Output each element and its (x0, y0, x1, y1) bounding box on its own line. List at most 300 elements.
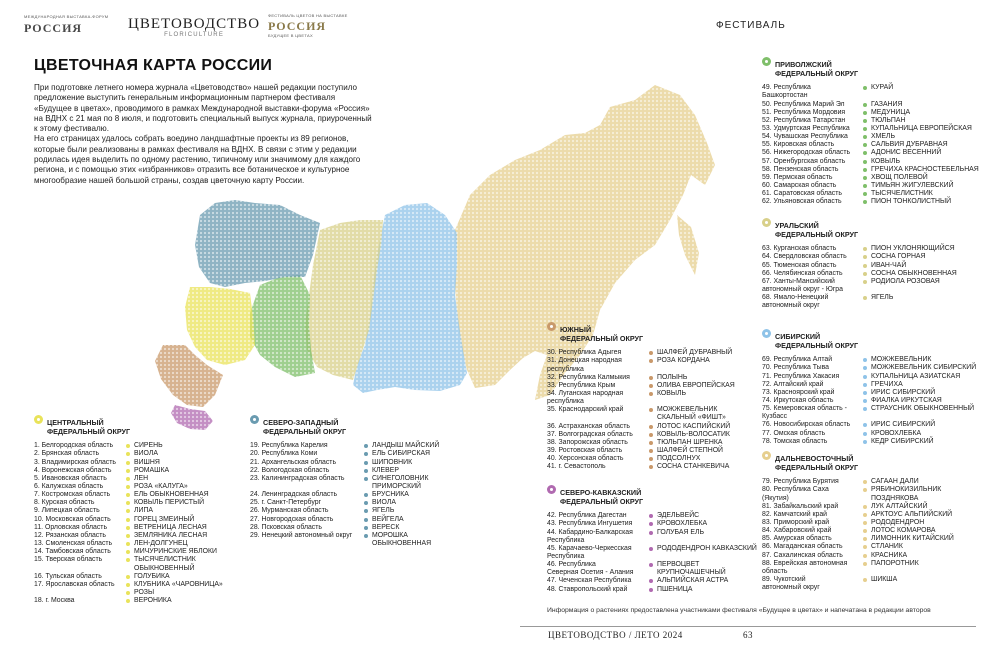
region-name: 80. Республика Саха (Якутия) (762, 486, 829, 502)
plant-name: МОРОШКА ОБЫКНОВЕННАЯ (372, 531, 432, 548)
bullet-dot-icon (863, 143, 867, 147)
region-name: 59. Пермская область (762, 173, 833, 181)
region-row (547, 439, 735, 447)
region-name: 27. Новгородская область (250, 515, 334, 523)
bullet-dot-icon (863, 383, 867, 387)
region-name: 55. Кировская область (762, 141, 835, 149)
plant-name: РОДОДЕНДРОН (871, 518, 925, 526)
region-row (547, 382, 735, 390)
district-south: ЮЖНЫЙ ФЕДЕРАЛЬНЫЙ ОКРУГ 30. Республика Адыгея ШАЛФЕЙ ДУБРАВНЫЙ 31. Донецкая народная республика РОЗА КОРДАНА 32. Республика Калмыкия ПОЛЫНЬ 33. Республика Крым ОЛИВА ЕВРОПЕЙСКАЯ 34. Луганская народная республика КОВЫЛЬ 35. Краснодарский край МОЖЖЕВЕЛЬНИК СКАЛЬНЫЙ «ФИШТ» 36. Астраханская область ЛОТОС КАСПИЙСКИЙ 37. Волгоградская область КОВЫЛЬ-ВОЛОСАТИК 38. Запорожская область ТЮЛЬПАН ШРЕНКА 39. Ростовская область ШАЛФЕЙ СТЕПНОЙ 40. Херсонская область ПОДСОЛНУХ 41. г. Севастополь СОСНА СТАНКЕВИЧА (547, 322, 735, 472)
region-row (762, 294, 957, 310)
region-name: 62. Ульяновская область (762, 198, 842, 206)
region-row (762, 109, 979, 117)
bullet-dot-icon (863, 366, 867, 370)
plant-name: ГРЕЧИХА КРАСНОСТЕБЕЛЬНАЯ (871, 165, 979, 173)
region-row (250, 467, 439, 475)
plant-name: ВЕТРЕНИЦА ЛЕСНАЯ (134, 523, 207, 531)
region-name: 66. Челябинская область (762, 269, 843, 277)
region-name: 81. Забайкальский край (762, 502, 839, 510)
plant-name: РОДИОЛА РОЗОВАЯ (871, 277, 940, 285)
plant-name: ШАЛФЕЙ ДУБРАВНЫЙ (657, 349, 733, 357)
region-name: 37. Волгоградская область (547, 430, 633, 438)
bullet-dot-icon (863, 176, 867, 180)
region-row (34, 516, 223, 524)
bullet-dot-icon (863, 407, 867, 411)
region-row (250, 524, 439, 532)
bullet-dot-icon (863, 545, 867, 549)
bullet-dot-icon (364, 469, 368, 473)
region-row (762, 158, 979, 166)
region-row (547, 577, 757, 585)
region-row (34, 459, 223, 467)
region-row (34, 450, 223, 458)
region-row (762, 576, 954, 592)
region-name: 24. Ленинградская область (250, 491, 338, 499)
plant-name: ГАЗАНИЯ (871, 100, 903, 108)
region-row (762, 270, 957, 278)
region-name: 85. Амурская область (762, 535, 832, 543)
region-name: 42. Республика Дагестан (547, 512, 627, 520)
plant-name: СИРЕНЬ (134, 442, 163, 450)
region-name: 47. Чеченская Республика (547, 577, 632, 585)
bullet-dot-icon (649, 384, 653, 388)
bullet-dot-icon (863, 488, 867, 492)
magazine-logo: ЦВЕТОВОДСТВО FLORICULTURE (128, 16, 261, 38)
region-row (762, 511, 954, 519)
plant-name: ЗЕМЛЯНИКА ЛЕСНАЯ (134, 531, 208, 539)
plant-name: ГОЛУБИКА (134, 572, 170, 580)
bullet-dot-icon (863, 192, 867, 196)
region-name: 32. Республика Калмыкия (547, 373, 630, 381)
bullet-dot-icon (126, 501, 130, 505)
bullet-dot-icon (649, 351, 653, 355)
region-name: 88. Еврейская автономная область (762, 559, 848, 575)
bullet-dot-icon (649, 547, 653, 551)
plant-name: КРОВОХЛЕБКА (657, 520, 708, 528)
region-name: 87. Сахалинская область (762, 551, 843, 559)
district-fareast: ДАЛЬНЕВОСТОЧНЫЙ ФЕДЕРАЛЬНЫЙ ОКРУГ 79. Республика Бурятия САГААН ДАЛИ 80. Республика Саха (Якутия) РЯБИНОКИЗИЛЬНИК ПОЗДНЯКОВА 81. Забайкальский край ЛУК АЛТАЙСКИЙ 82. Камчатский край АРКТОУС АЛЬПИЙСКИЙ 83. Приморский край РОДОДЕНДРОН 84. Хабаровский край ЛОТОС КОМАРОВА 85. Амурская область ЛИМОННИК КИТАЙСКИЙ 86. Магаданская область СТЛАНИК 87. Сахалинская область КРАСНИКА 88. Еврейская автономная область ПАПОРОТНИК 89. Чукотский автономный округ ШИКША (762, 451, 954, 592)
region-row (250, 516, 439, 524)
bullet-dot-icon (863, 296, 867, 300)
region-name: 10. Московская область (34, 515, 111, 523)
plant-name: КУРАЙ (871, 84, 894, 92)
plant-name: ЛУК АЛТАЙСКИЙ (871, 502, 928, 510)
region-name: 70. Республика Тыва (762, 364, 830, 372)
region-name: 5. Ивановская область (34, 474, 107, 482)
region-name: 72. Алтайский край (762, 380, 824, 388)
region-name: 60. Самарская область (762, 182, 837, 190)
bullet-dot-icon (126, 452, 130, 456)
bullet-dot-icon (126, 509, 130, 513)
region-name: 26. Мурманская область (250, 507, 329, 515)
region-row (762, 503, 954, 511)
bullet-dot-icon (863, 111, 867, 115)
bullet-dot-icon (126, 599, 130, 603)
bullet-dot-icon (649, 588, 653, 592)
region-name: 65. Тюменская область (762, 261, 837, 269)
region-name: 64. Свердловская область (762, 253, 847, 261)
bullet-dot-icon (364, 461, 368, 465)
region-name: 25. г. Санкт-Петербург (250, 499, 322, 507)
russia-expo-logo: МЕЖДУНАРОДНАЯ ВЫСТАВКА-ФОРУМ РОССИЯ (24, 14, 109, 35)
region-row (34, 556, 223, 572)
page-number: 63 (743, 630, 753, 640)
plant-name: ТЫСЯЧЕЛИСТНИК ОБЫКНОВЕННЫЙ (134, 556, 196, 572)
region-row (34, 581, 223, 589)
region-row (762, 262, 957, 270)
region-name: 53. Удмуртская Республика (762, 124, 850, 132)
region-row (762, 278, 957, 294)
region-name: 74. Иркутская область (762, 396, 834, 404)
region-name: 43. Республика Ингушетия (547, 520, 633, 528)
region-row (250, 450, 439, 458)
region-row (34, 524, 223, 532)
region-name: 16. Тульская область (34, 572, 102, 580)
region-name: 11. Орловская область (34, 523, 108, 531)
plant-name: ВИОЛА (134, 450, 158, 458)
district-central: ЦЕНТРАЛЬНЫЙ ФЕДЕРАЛЬНЫЙ ОКРУГ 1. Белгородская область СИРЕНЬ 2. Брянская область ВИОЛА 3. Владимирская область ВИШНЯ 4. Воронежская область РОМАШКА 5. Ивановская область ЛЕН 6. Калужская область РОЗА «КАЛУГА» 7. Костромская область ЕЛЬ ОБЫКНОВЕННАЯ 8. Курская область КОВЫЛЬ ПЕРИСТЫЙ 9. Липецкая область ЛИПА 10. Московская область ГОРЕЦ ЗМЕИНЫЙ 11. Орловская область ВЕТРЕНИЦА ЛЕСНАЯ 12. Рязанская область ЗЕМЛЯНИКА ЛЕСНАЯ 13. Смоленская область ЛЕН-ДОЛГУНЕЦ 14. Тамбовская область МИЧУРИНСКИЕ ЯБЛОКИ 15. Тверская область ТЫСЯЧЕЛИСТНИК ОБЫКНОВЕННЫЙ 16. Тульская область ГОЛУБИКА 17. Ярославская область КЛУБНИКА «ЧАРОВНИЦА» РОЗЫ 18. г. Москва ВЕРОНИКА (34, 415, 223, 605)
region-row (34, 573, 223, 581)
region-row (547, 463, 735, 471)
plant-name: ВЕРОНИКА (134, 597, 172, 605)
intro-paragraph: При подготовке летнего номера журнала «Цветоводство» нашей редакции поступило предложение выступить генеральным информационным партнером фестиваля «Будущее в цветах», проводимого в рамках Международной выставки-форума «Россия» на ВДНХ с 21 мая по 8 июля, и подготовить специальный выпуск журнала, приуроченный к этому фестивалю. (34, 83, 372, 134)
plant-name: ВИОЛА (372, 499, 396, 507)
region-row (547, 529, 757, 545)
region-name: 76. Новосибирская область (762, 421, 851, 429)
bullet-dot-icon (126, 444, 130, 448)
region-name: 19. Республика Карелия (250, 442, 328, 450)
bullet-dot-icon (863, 103, 867, 107)
region-name: 36. Астраханская область (547, 422, 630, 430)
bullet-dot-icon (863, 513, 867, 517)
region-row (547, 520, 757, 528)
region-name: 56. Нижегородская область (762, 149, 851, 157)
bullet-dot-icon (649, 425, 653, 429)
region-name: 18. г. Москва (34, 597, 75, 605)
bullet-dot-icon (649, 359, 653, 363)
bullet-dot-icon (649, 465, 653, 469)
region-name: 12. Рязанская область (34, 531, 106, 539)
bullet-dot-icon (863, 578, 867, 582)
region-name: 20. Республика Коми (250, 450, 318, 458)
region-name: 15. Тверская область (34, 556, 103, 564)
bullet-dot-icon (364, 501, 368, 505)
plant-name: РОЗА «КАЛУГА» (134, 482, 188, 490)
region-name: 6. Калужская область (34, 482, 104, 490)
bullet-dot-icon (863, 160, 867, 164)
region-row (762, 430, 976, 438)
region-row (34, 507, 223, 515)
plant-name: МИЧУРИНСКИЕ ЯБЛОКИ (134, 548, 217, 556)
plant-name: КУПАЛЬНИЦА ЕВРОПЕЙСКАЯ (871, 124, 972, 132)
bullet-dot-icon (364, 477, 368, 481)
region-name: 35. Краснодарский край (547, 406, 624, 414)
plant-name: ПИОН УКЛОНЯЮЩИЙСЯ (871, 245, 955, 253)
plant-name: ЛОТОС КОМАРОВА (871, 527, 936, 535)
bullet-dot-icon (649, 522, 653, 526)
plant-name: ЭДЕЛЬВЕЙС (657, 512, 700, 520)
bullet-dot-icon (863, 480, 867, 484)
bullet-dot-icon (126, 534, 130, 538)
region-name: 2. Брянская область (34, 450, 100, 458)
plant-name: ХВОЩ ПОЛЕВОЙ (871, 173, 928, 181)
plant-name: ПОЛЫНЬ (657, 373, 688, 381)
plant-name: ЕЛЬ ОБЫКНОВЕННАЯ (134, 491, 209, 499)
bullet-dot-icon (863, 521, 867, 525)
plant-name: ИВАН-ЧАЙ (871, 261, 907, 269)
plant-name: КУПАЛЬНИЦА АЗИАТСКАЯ (871, 372, 961, 380)
plant-name: РОЗЫ (134, 589, 155, 596)
region-row (762, 438, 976, 446)
plant-name: ГОРЕЦ ЗМЕИНЫЙ (134, 515, 195, 523)
flower-icon (547, 485, 556, 494)
plant-name: КОВЫЛЬ ПЕРИСТЫЙ (134, 499, 205, 507)
flower-icon (547, 322, 556, 331)
region-row (762, 101, 979, 109)
plant-name: САГААН ДАЛИ (871, 478, 919, 486)
region-name: 13. Смоленская область (34, 540, 113, 548)
region-name: 68. Ямало-Ненецкий автономный округ (762, 294, 829, 310)
plant-name: ПЕРВОЦВЕТ КРУПНОЧАШЕЧНЫЙ (657, 561, 726, 577)
region-row (250, 532, 439, 548)
plant-name: РОЗА КОРДАНА (657, 357, 710, 365)
region-row (547, 390, 735, 406)
plant-name: АЛЬПИЙСКАЯ АСТРА (657, 577, 729, 585)
region-name: 73. Красноярский край (762, 388, 835, 396)
region-row (547, 374, 735, 382)
bullet-dot-icon (863, 247, 867, 251)
bullet-dot-icon (863, 255, 867, 259)
map-region-texture (195, 200, 320, 287)
plant-name: КОВЫЛЬ (871, 157, 901, 165)
region-row (34, 532, 223, 540)
region-row (762, 486, 954, 502)
bullet-dot-icon (649, 514, 653, 518)
footer-magazine: ЦВЕТОВОДСТВО / ЛЕТО 2024 (548, 630, 683, 640)
festival-logo: ФЕСТИВАЛЬ ЦВЕТОВ НА ВЫСТАВКЕ РОССИЯ БУДУЩЕЕ В ЦВЕТАХ (268, 13, 348, 38)
region-row (762, 560, 954, 576)
region-row (547, 357, 735, 373)
region-row (762, 182, 979, 190)
bullet-dot-icon (649, 433, 653, 437)
bullet-dot-icon (863, 358, 867, 362)
bullet-dot-icon (126, 469, 130, 473)
flower-icon (250, 415, 259, 424)
region-name: 14. Тамбовская область (34, 548, 111, 556)
plant-name: ЕЛЬ СИБИРСКАЯ (372, 450, 431, 458)
region-row (762, 84, 979, 100)
region-name: 33. Республика Крым (547, 381, 616, 389)
region-name: 8. Курская область (34, 499, 95, 507)
region-name: 4. Воронежская область (34, 466, 112, 474)
region-name: 38. Запорожская область (547, 438, 628, 446)
region-row (547, 561, 757, 577)
plant-name: АДОНИС ВЕСЕННИЙ (871, 149, 942, 157)
plant-name: СОСНА СТАНКЕВИЧА (657, 463, 730, 471)
plant-name: ИРИС СИБИРСКИЙ (871, 388, 936, 396)
plant-name: ТЮЛЬПАН ШРЕНКА (657, 438, 723, 446)
bullet-dot-icon (649, 579, 653, 583)
plant-name: ЛИМОННИК КИТАЙСКИЙ (871, 535, 954, 543)
district-caucasus: СЕВЕРО-КАВКАЗСКИЙ ФЕДЕРАЛЬНЫЙ ОКРУГ 42. Республика Дагестан ЭДЕЛЬВЕЙС 43. Республика Ингушетия КРОВОХЛЕБКА 44. Кабардино-Балкарская Республика ГОЛУБАЯ ЕЛЬ 45. Карачаево-Черкесская Республика РОДОДЕНДРОН КАВКАЗСКИЙ 46. Республика Северная Осетия - Алания ПЕРВОЦВЕТ КРУПНОЧАШЕЧНЫЙ 47. Чеченская Республика АЛЬПИЙСКАЯ АСТРА 48. Ставропольский край ПШЕНИЦА (547, 485, 757, 594)
plant-name: ЛЕН (134, 474, 149, 482)
region-name: 46. Республика Северная Осетия - Алания (547, 561, 634, 577)
bullet-dot-icon (364, 444, 368, 448)
region-row (762, 543, 954, 551)
plant-name: РОДОДЕНДРОН КАВКАЗСКИЙ (657, 544, 757, 552)
section-label: ФЕСТИВАЛЬ (716, 20, 786, 31)
plant-name: МОЖЖЕВЕЛЬНИК (871, 356, 932, 364)
bullet-dot-icon (863, 280, 867, 284)
region-row (762, 198, 979, 206)
region-row (547, 431, 735, 439)
region-row (762, 381, 976, 389)
bullet-dot-icon (863, 272, 867, 276)
region-row (762, 174, 979, 182)
plant-name: ЛИПА (134, 507, 154, 515)
bullet-dot-icon (863, 168, 867, 172)
bullet-dot-icon (126, 591, 130, 595)
bullet-dot-icon (649, 441, 653, 445)
region-name: 52. Республика Татарстан (762, 116, 846, 124)
region-name: 58. Пензенская область (762, 165, 839, 173)
plant-name: ХМЕЛЬ (871, 133, 895, 141)
district-ural: УРАЛЬСКИЙ ФЕДЕРАЛЬНЫЙ ОКРУГ 63. Курганская область ПИОН УКЛОНЯЮЩИЙСЯ 64. Свердловская область СОСНА ГОРНАЯ 65. Тюменская область ИВАН-ЧАЙ 66. Челябинская область СОСНА ОБЫКНОВЕННАЯ 67. Ханты-Мансийский автономный округ - Югра РОДИОЛА РОЗОВАЯ 68. Ямало-Ненецкий автономный округ ЯГЕЛЬ (762, 218, 957, 310)
bullet-dot-icon (863, 135, 867, 139)
region-row (762, 552, 954, 560)
bullet-dot-icon (649, 376, 653, 380)
plant-name: ПШЕНИЦА (657, 585, 693, 593)
region-name: 50. Республика Марий Эл (762, 100, 845, 108)
district-northwest: СЕВЕРО-ЗАПАДНЫЙ ФЕДЕРАЛЬНЫЙ ОКРУГ 19. Республика Карелия ЛАНДЫШ МАЙСКИЙ 20. Республика Коми ЕЛЬ СИБИРСКАЯ 21. Архангельская область ШИПОВНИК 22. Вологодская область КЛЕВЕР 23. Калининградская область СИНЕГОЛОВНИК ПРИМОРСКИЙ 24. Ленинградская область БРУСНИКА 25. г. Санкт-Петербург ВИОЛА 26. Мурманская область ЯГЕЛЬ 27. Новгородская область ВЕЙГЕЛА 28. Псковская область ВЕРЕСК 29. Ненецкий автономный округ МОРОШКА ОБЫКНОВЕННАЯ (250, 415, 439, 548)
region-name: 39. Ростовская область (547, 447, 623, 455)
bullet-dot-icon (126, 583, 130, 587)
bullet-dot-icon (863, 440, 867, 444)
region-name: 77. Омская область (762, 429, 826, 437)
region-name: 17. Ярославская область (34, 580, 115, 588)
bullet-dot-icon (863, 264, 867, 268)
plant-name: ОЛИВА ЕВРОПЕЙСКАЯ (657, 381, 735, 389)
region-name: 75. Кемеровская область - Кузбасс (762, 405, 847, 421)
region-row (547, 423, 735, 431)
plant-name: ТИМЬЯН ЖИГУЛЕВСКИЙ (871, 182, 954, 190)
region-name: 82. Камчатский край (762, 510, 828, 518)
region-name: 86. Магаданская область (762, 543, 843, 551)
flower-icon (762, 57, 771, 66)
plant-name: КОВЫЛЬ-ВОЛОСАТИК (657, 430, 730, 438)
region-name: 30. Республика Адыгея (547, 349, 622, 357)
region-row (762, 405, 976, 421)
region-row (547, 406, 735, 422)
region-row (762, 166, 979, 174)
plant-name: МОЖЖЕВЕЛЬНИК СКАЛЬНЫЙ «ФИШТ» (657, 406, 726, 422)
bullet-dot-icon (126, 461, 130, 465)
region-name: 1. Белгородская область (34, 442, 114, 450)
bullet-dot-icon (863, 554, 867, 558)
region-row (547, 447, 735, 455)
region-name: 63. Курганская область (762, 245, 837, 253)
bullet-dot-icon (649, 457, 653, 461)
bullet-dot-icon (649, 563, 653, 567)
district-siberia: СИБИРСКИЙ ФЕДЕРАЛЬНЫЙ ОКРУГ 69. Республика Алтай МОЖЖЕВЕЛЬНИК 70. Республика Тыва МОЖЖЕВЕЛЬНИК СИБИРСКИЙ 71. Республика Хакасия КУПАЛЬНИЦА АЗИАТСКАЯ 72. Алтайский край ГРЕЧИХА 73. Красноярский край ИРИС СИБИРСКИЙ 74. Иркутская область ФИАЛКА ИРКУТСКАЯ 75. Кемеровская область - Кузбасс СТРАУСНИК ОБЫКНОВЕННЫЙ 76. Новосибирская область ИРИС СИБИРСКИЙ 77. Омская область КРОВОХЛЕБКА 78. Томская область КЕДР СИБИРСКИЙ (762, 329, 976, 446)
bullet-dot-icon (364, 534, 368, 538)
region-name: 40. Херсонская область (547, 455, 624, 463)
intro-paragraph: На его страницах удалось собрать воедино ландшафтные проекты из 89 регионов, которые были реализованы в рамках фестиваля на ВДНХ. В связи с этим у редакции родилась идея выделить по одному растению, типичному или значимому для каждого региона, и с помощью этих «избранников» отразить все ботаническое и культурное многообразие нашей большой страны, создав цветочную карту России. (34, 134, 361, 185)
plant-name: СОСНА ОБЫКНОВЕННАЯ (871, 269, 957, 277)
region-name: 54. Чувашская Республика (762, 133, 848, 141)
region-row (762, 117, 979, 125)
region-name: 34. Луганская народная республика (547, 389, 624, 406)
plant-name: СОСНА ГОРНАЯ (871, 253, 926, 261)
plant-name: КРОВОХЛЕБКА (871, 429, 922, 437)
region-name: 84. Хабаровский край (762, 527, 832, 535)
region-name: 44. Кабардино-Балкарская Республика (547, 528, 633, 544)
region-name: 7. Костромская область (34, 491, 111, 499)
region-name: 69. Республика Алтай (762, 356, 833, 364)
plant-name: ГОЛУБАЯ ЕЛЬ (657, 528, 705, 536)
plant-name: АРКТОУС АЛЬПИЙСКИЙ (871, 510, 953, 518)
region-name: 9. Липецкая область (34, 507, 100, 515)
bullet-dot-icon (126, 518, 130, 522)
bullet-dot-icon (863, 86, 867, 90)
region-name: 41. г. Севастополь (547, 463, 606, 471)
plant-name: МЕДУНИЦА (871, 108, 911, 116)
region-row (34, 467, 223, 475)
page-title: ЦВЕТОЧНАЯ КАРТА РОССИИ (34, 57, 273, 74)
bullet-dot-icon (863, 537, 867, 541)
region-row (34, 589, 223, 597)
plant-name: ЛОТОС КАСПИЙСКИЙ (657, 422, 731, 430)
region-name: 83. Приморский край (762, 518, 830, 526)
region-name: 48. Ставропольский край (547, 585, 628, 593)
region-name: 67. Ханты-Мансийский автономный округ - Югра (762, 277, 843, 293)
region-row (762, 421, 976, 429)
region-row (34, 475, 223, 483)
plant-name: ШАЛФЕЙ СТЕПНОЙ (657, 447, 724, 455)
bullet-dot-icon (863, 432, 867, 436)
region-row (34, 483, 223, 491)
bullet-dot-icon (863, 399, 867, 403)
map-region-texture (250, 275, 315, 377)
plant-name: КРАСНИКА (871, 551, 908, 559)
flower-icon (762, 329, 771, 338)
plant-name: ЛЕН-ДОЛГУНЕЦ (134, 540, 188, 548)
bullet-dot-icon (863, 119, 867, 123)
region-name: 71. Республика Хакасия (762, 372, 840, 380)
plant-name: МОЖЖЕВЕЛЬНИК СИБИРСКИЙ (871, 364, 977, 372)
plant-name: ИРИС СИБИРСКИЙ (871, 421, 936, 429)
bullet-dot-icon (364, 452, 368, 456)
bullet-dot-icon (126, 558, 130, 562)
region-name: 21. Архангельская область (250, 458, 337, 466)
region-name: 28. Псковская область (250, 523, 323, 531)
region-row (34, 540, 223, 548)
map-region-texture (185, 287, 255, 365)
region-row (547, 586, 757, 594)
bullet-dot-icon (126, 493, 130, 497)
bullet-dot-icon (863, 184, 867, 188)
region-name: 45. Карачаево-Черкесская Республика (547, 544, 632, 560)
bullet-dot-icon (863, 423, 867, 427)
plant-name: КЕДР СИБИРСКИЙ (871, 437, 934, 445)
plant-name: ТЮЛЬПАН (871, 116, 906, 124)
bullet-dot-icon (863, 505, 867, 509)
bullet-dot-icon (126, 526, 130, 530)
bullet-dot-icon (364, 493, 368, 497)
bullet-dot-icon (649, 408, 653, 412)
region-name: 22. Вологодская область (250, 466, 330, 474)
plant-name: ШИПОВНИК (372, 458, 413, 466)
